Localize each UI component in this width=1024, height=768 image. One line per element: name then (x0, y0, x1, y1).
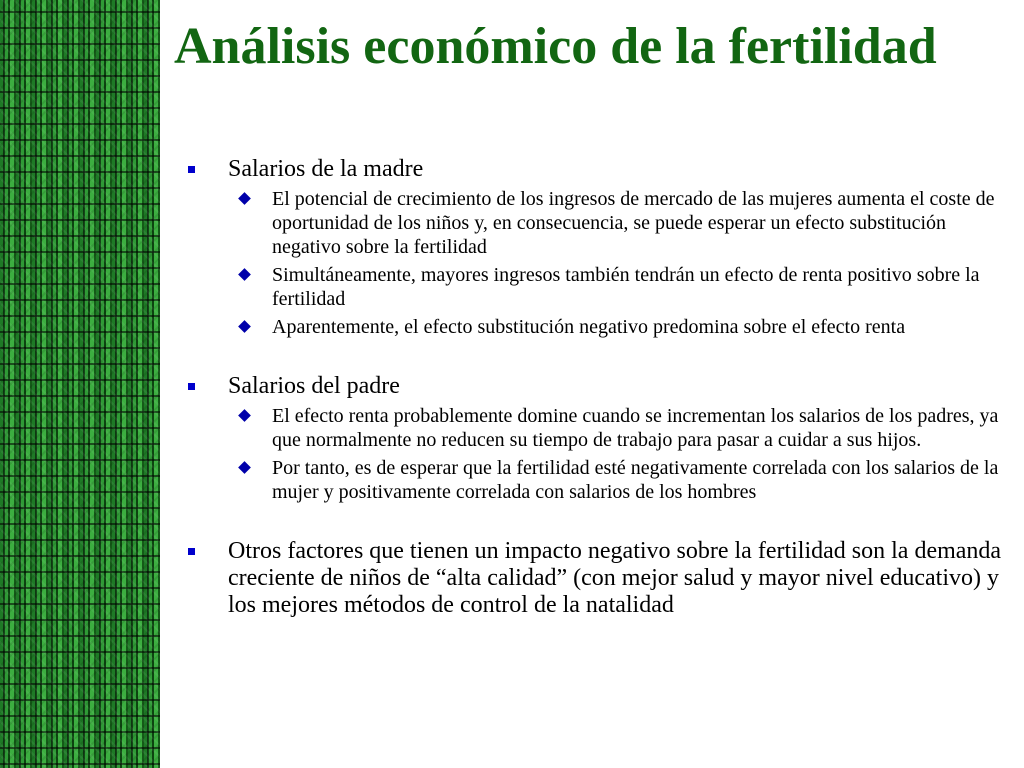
bullet-salarios-madre (188, 156, 1008, 339)
sub-bullet-text: El potencial de crecimiento de los ingresos de mercado de las mujeres aumenta el coste de oportunidad de los niños y, en consecuencia, se puede esperar un efecto substitución negativo sobre la fertilidad (272, 188, 995, 258)
square-bullet-icon (188, 166, 195, 173)
diamond-bullet-icon (238, 461, 251, 474)
bullet-text: Otros factores que tienen un impacto negativo sobre la fertilidad son la demanda creciente de niños de “alta calidad” (con mejor salud y mayor nivel educativo) y los mejores métodos de control de la natalidad (228, 538, 1002, 618)
sub-bullet (228, 404, 1008, 452)
sub-bullet-text: Por tanto, es de esperar que la fertilidad esté negativamente correlada con los salarios de la mujer y positivamente correlada con salarios de los hombres (272, 457, 999, 503)
diamond-bullet-icon (238, 409, 251, 422)
diamond-bullet-icon (238, 192, 251, 205)
bullet-otros-factores (188, 538, 1008, 619)
sub-bullet (228, 315, 1008, 339)
sub-bullet (228, 187, 1008, 259)
sub-bullet-text: El efecto renta probablemente domine cuando se incrementan los salarios de los padres, ya que normalmente no reducen su tiempo de trabajo para pasar a cuidar a sus hijos. (272, 405, 999, 451)
bullet-salarios-padre (188, 373, 1008, 504)
square-bullet-icon (188, 383, 195, 390)
bullet-text: Salarios de la madre (228, 156, 424, 182)
sub-bullet (228, 456, 1008, 504)
sub-bullet-text: Simultáneamente, mayores ingresos también tendrán un efecto de renta positivo sobre la fertilidad (272, 264, 980, 310)
square-bullet-icon (188, 548, 195, 555)
bullet-text: Salarios del padre (228, 373, 400, 399)
sub-bullet-text: Aparentemente, el efecto substitución negativo predomina sobre el efecto renta (272, 316, 906, 338)
slide-content (188, 156, 1008, 619)
diamond-bullet-icon (238, 268, 251, 281)
diamond-bullet-icon (238, 320, 251, 333)
slide-title: Análisis económico de la fertilidad (174, 18, 937, 75)
sub-bullet (228, 263, 1008, 311)
woven-pattern-sidebar (0, 0, 160, 768)
